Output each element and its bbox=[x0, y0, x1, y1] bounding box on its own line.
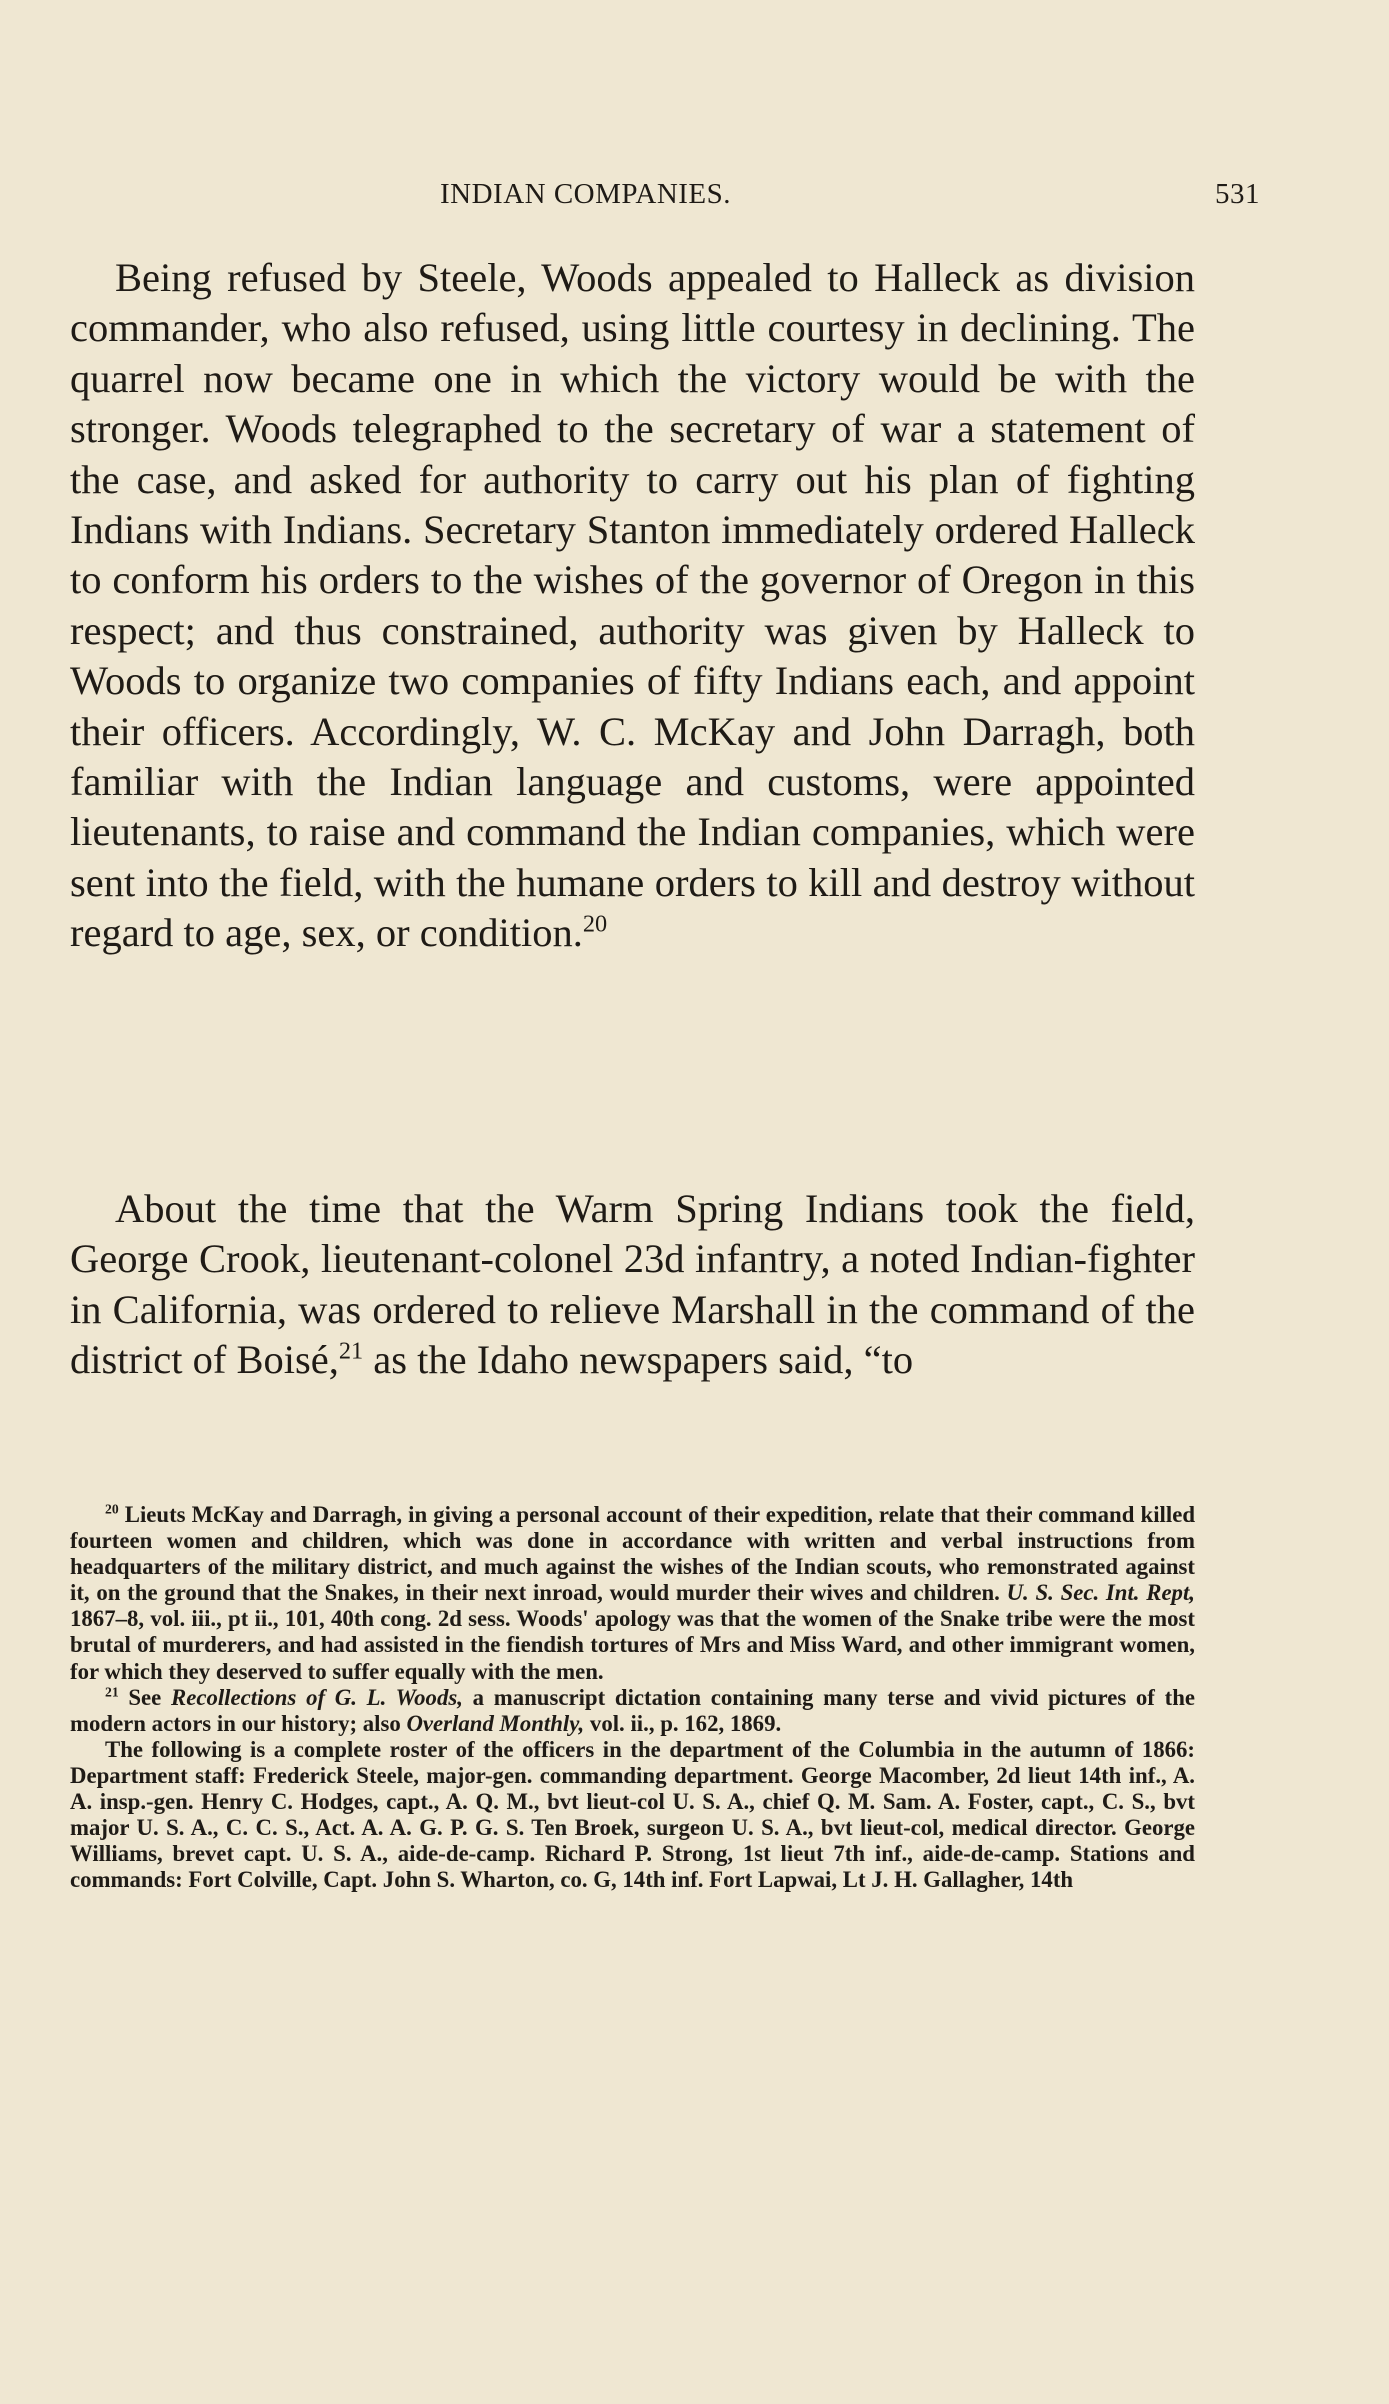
page-number: 531 bbox=[1215, 178, 1260, 210]
running-title: INDIAN COMPANIES. bbox=[440, 178, 732, 210]
footnote-marker-21: 21 bbox=[105, 1684, 119, 1700]
paragraph-2-text-start: About the time that the Warm Spring Indians took the field, George Crook, lieutenant-colonel 23d infantry, a noted Indian-fighter in California, was ordered to relieve Marshall in the command of the district of Boisé, bbox=[70, 1186, 1195, 1383]
footnote-ref-20: 20 bbox=[582, 910, 608, 938]
footnote-20 bbox=[70, 1502, 1195, 1685]
running-header bbox=[70, 178, 1260, 218]
footnote-21-text-a: See bbox=[118, 1684, 171, 1710]
paragraph-2-text-end: as the Idaho newspapers said, “to bbox=[363, 1337, 914, 1383]
paragraph-1-text: Being refused by Steele, Woods appealed to Halleck as division commander, who also refused, using little courtesy in declining. The quarrel now became one in which the victory would be with the stronger. Woods telegraphed to the secretary of war a statement of the case, and asked for authority to carry out his plan of fighting Indians with Indians. Secretary Stanton immediately ordered Halleck to conform his orders to the wishes of the governor of Oregon in this respect; and thus constrained, authority was given by Halleck to Woods to organize two companies of fifty Indians each, and appoint their officers. Accordingly, W. C. McKay and John Darragh, both familiar with the Indian language and customs, were appointed lieutenants, to raise and command the Indian companies, which were sent into the field, with the humane orders to kill and destroy without regard to age, sex, or condition. bbox=[70, 255, 1195, 956]
footnote-21-text-b: a manuscript dictation containing many terse and vivid pictures of the modern actors in our history; also bbox=[70, 1684, 1195, 1736]
footnote-21-text-c: vol. ii., p. 162, 1869. bbox=[584, 1710, 782, 1736]
footnote-21-continued bbox=[70, 1737, 1195, 1894]
roster-text: The following is a complete roster of the officers in the department of the Columbia in the autumn of 1866: Department staff: Frederick Steele, major-gen. commanding department. George Macomber, 2d lieut 14th inf., A. A. insp.-gen. Henry C. Hodges, capt., A. Q. M., bvt lieut-col U. S. A., chief Q. M. Sam. A. Foster, capt., C. S., bvt major U. S. A., C. C. S., Act. A. A. G. P. G. S. Ten Broek, surgeon U. S. A., bvt lieut-col, medical director. George Williams, brevet capt. U. S. A., aide-de-camp. Richard P. Strong, 1st lieut 7th inf., aide-de-camp. Stations and commands: Fort Colville, Capt. John S. Wharton, co. G, 14th inf. Fort Lapwai, Lt J. H. Gallagher, 14th bbox=[70, 1736, 1195, 1893]
footnote-20-citation: U. S. Sec. Int. Rept, bbox=[1006, 1580, 1195, 1606]
footnote-21-citation-b: Overland Monthly, bbox=[406, 1710, 585, 1736]
paragraph-2 bbox=[70, 1184, 1195, 1386]
footnote-ref-21: 21 bbox=[338, 1337, 364, 1365]
footnote-20-text-b: 1867–8, vol. iii., pt ii., 101, 40th cong. 2d sess. Woods' apology was that the women of the Snake tribe were the most brutal of murderers, and had assisted in the fiendish tortures of Mrs and Miss Ward, and other immigrant women, for which they deserved to suffer equally with the men. bbox=[70, 1606, 1195, 1684]
footnote-21-citation-a: Recollections of G. L. Woods, bbox=[171, 1684, 463, 1710]
footnote-marker-20: 20 bbox=[105, 1501, 119, 1517]
paragraph-1 bbox=[70, 253, 1195, 959]
footnote-20-text-a: Lieuts McKay and Darragh, in giving a personal account of their expedition, relate that their command killed fourteen women and children, which was done in accordance with written and verbal instructions from headquarters of the military district, and much against the wishes of the Indian scouts, who remonstrated against it, on the ground that the Snakes, in their next inroad, would murder their wives and children. bbox=[70, 1502, 1195, 1606]
footnotes bbox=[70, 1502, 1195, 1893]
footnote-21 bbox=[70, 1685, 1195, 1737]
